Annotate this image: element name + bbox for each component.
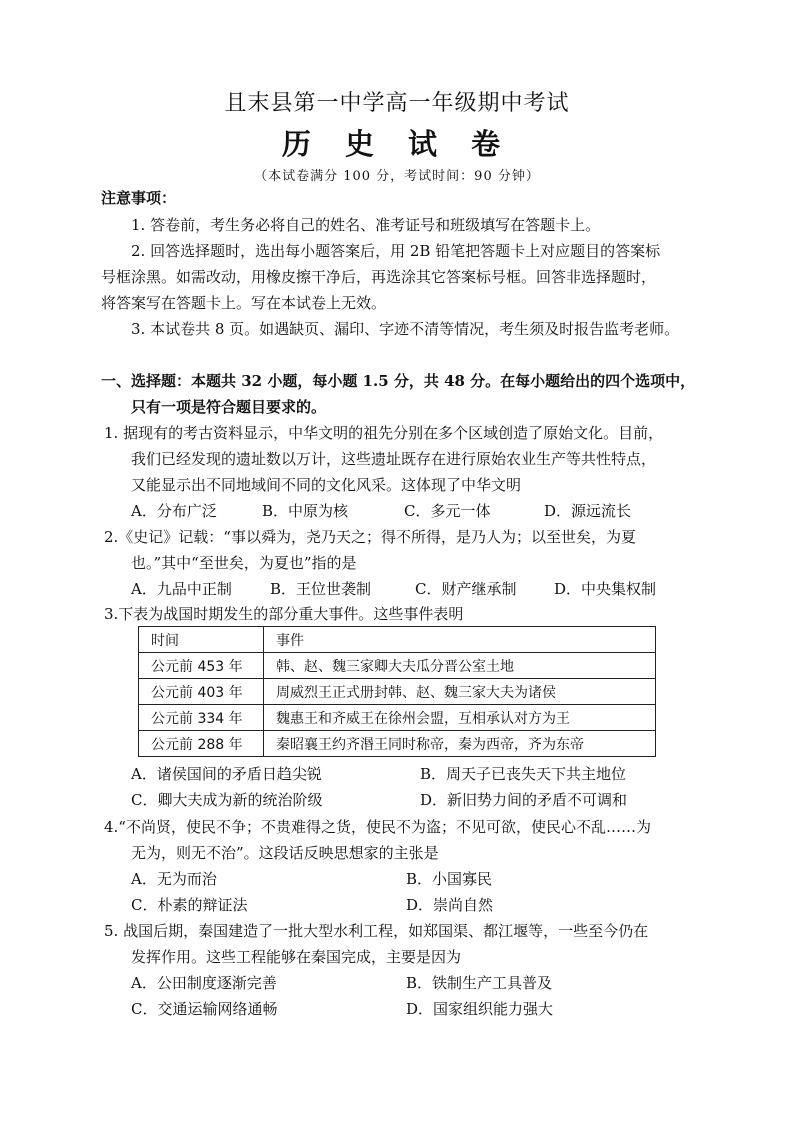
q2-option-a: A．九品中正制 xyxy=(131,580,232,598)
q1-option-b: B．中原为核 xyxy=(262,502,349,520)
exam-info: （本试卷满分 100 分，考试时间：90 分钟） xyxy=(254,169,540,184)
q3-option-a: A．诸侯国间的矛盾日趋尖锐 xyxy=(131,765,322,783)
notice-heading: 注意事项： xyxy=(101,189,177,207)
section-heading-cont: 只有一项是符合题目要求的。 xyxy=(131,398,327,416)
table-row xyxy=(139,653,656,679)
table-header-row xyxy=(139,627,656,653)
table-cell-event: 韩、赵、魏三家卿大夫瓜分晋公室土地 xyxy=(264,653,656,679)
q3-option-d: D．新旧势力间的矛盾不可调和 xyxy=(420,791,628,809)
question-1-stem: 我们已经发现的遗址数以万计，这些遗址既存在进行原始农业生产等共性特点， xyxy=(131,450,657,468)
notice-line: 将答案写在答题卡上。写在本试卷上无效。 xyxy=(101,294,387,312)
q4-option-d: D．崇尚自然 xyxy=(406,896,494,914)
school-title: 且末县第一中学高一年级期中考试 xyxy=(224,91,570,116)
q1-option-d: D．源远流长 xyxy=(544,502,632,520)
table-row xyxy=(139,731,656,757)
q2-option-d: D．中央集权制 xyxy=(554,580,657,598)
table-header-event: 事件 xyxy=(264,627,656,653)
question-2-stem: 2.《史记》记载：“事以舜为，尧乃天之；得不所得，是乃人为；以至世矣，为夏 xyxy=(104,528,636,546)
q3-option-c: C．卿大夫成为新的统治阶级 xyxy=(131,791,323,809)
subject-title: 历 史 试 卷 xyxy=(281,127,513,161)
q4-option-b: B．小国寡民 xyxy=(406,870,493,888)
table-cell-time: 公元前 453 年 xyxy=(139,653,264,679)
q4-option-a: A．无为而治 xyxy=(131,870,217,888)
question-1-stem: 1. 据现有的考古资料显示，中华文明的祖先分别在多个区域创造了原始文化。目前， xyxy=(104,424,664,442)
q1-option-a: A．分布广泛 xyxy=(131,502,217,520)
notice-line: 号框涂黑。如需改动，用橡皮擦干净后，再选涂其它答案标号框。回答非选择题时， xyxy=(101,268,657,286)
table-cell-time: 公元前 288 年 xyxy=(139,731,264,757)
q1-option-c: C．多元一体 xyxy=(404,502,491,520)
notice-line: 1. 答卷前，考生务必将自己的姓名、准考证号和班级填写在答题卡上。 xyxy=(131,216,601,234)
q2-option-c: C．财产继承制 xyxy=(415,580,517,598)
events-table xyxy=(138,626,656,757)
section-heading: 一、选择题：本题共 32 小题，每小题 1.5 分，共 48 分。在每小题给出的四个选项中， xyxy=(101,372,696,390)
question-3-stem: 3.下表为战国时期发生的部分重大事件。这些事件表明 xyxy=(104,605,464,623)
question-2-stem: 也。”其中“至世矣，为夏也”指的是 xyxy=(131,554,357,572)
q5-option-d: D．国家组织能力强大 xyxy=(406,1000,554,1018)
table-cell-time: 公元前 403 年 xyxy=(139,679,264,705)
table-cell-event: 秦昭襄王约齐湣王同时称帝，秦为西帝，齐为东帝 xyxy=(264,731,656,757)
question-4-stem: 无为，则无不治”。这段话反映思想家的主张是 xyxy=(131,844,439,862)
question-5-stem: 5. 战国后期，秦国建造了一批大型水利工程，如郑国渠、都江堰等，一些至今仍在 xyxy=(104,922,649,940)
q5-option-b: B．铁制生产工具普及 xyxy=(406,974,553,992)
table-cell-event: 周威烈王正式册封韩、赵、魏三家大夫为诸侯 xyxy=(264,679,656,705)
table-row xyxy=(139,679,656,705)
table-header-time: 时间 xyxy=(139,627,264,653)
q4-option-c: C．朴素的辩证法 xyxy=(131,896,248,914)
notice-line: 3. 本试卷共 8 页。如遇缺页、漏印、字迹不清等情况，考生须及时报告监考老师。 xyxy=(131,320,680,338)
question-4-stem: 4.“不尚贤，使民不争；不贵难得之货，使民不为盗；不见可欲，使民心不乱……为 xyxy=(104,818,651,836)
table-row xyxy=(139,705,656,731)
table-cell-time: 公元前 334 年 xyxy=(139,705,264,731)
table-cell-event: 魏惠王和齐威王在徐州会盟，互相承认对方为王 xyxy=(264,705,656,731)
q5-option-c: C．交通运输网络通畅 xyxy=(131,1000,278,1018)
notice-line: 2. 回答选择题时，选出每小题答案后，用 2B 铅笔把答题卡上对应题目的答案标 xyxy=(131,242,661,260)
question-1-stem: 又能显示出不同地域间不同的文化风采。这体现了中华文明 xyxy=(131,476,522,494)
q5-option-a: A．公田制度逐渐完善 xyxy=(131,974,277,992)
q3-option-b: B．周天子已丧失天下共主地位 xyxy=(420,765,627,783)
q2-option-b: B．王位世袭制 xyxy=(270,580,372,598)
question-5-stem: 发挥作用。这些工程能够在秦国完成，主要是因为 xyxy=(131,948,462,966)
